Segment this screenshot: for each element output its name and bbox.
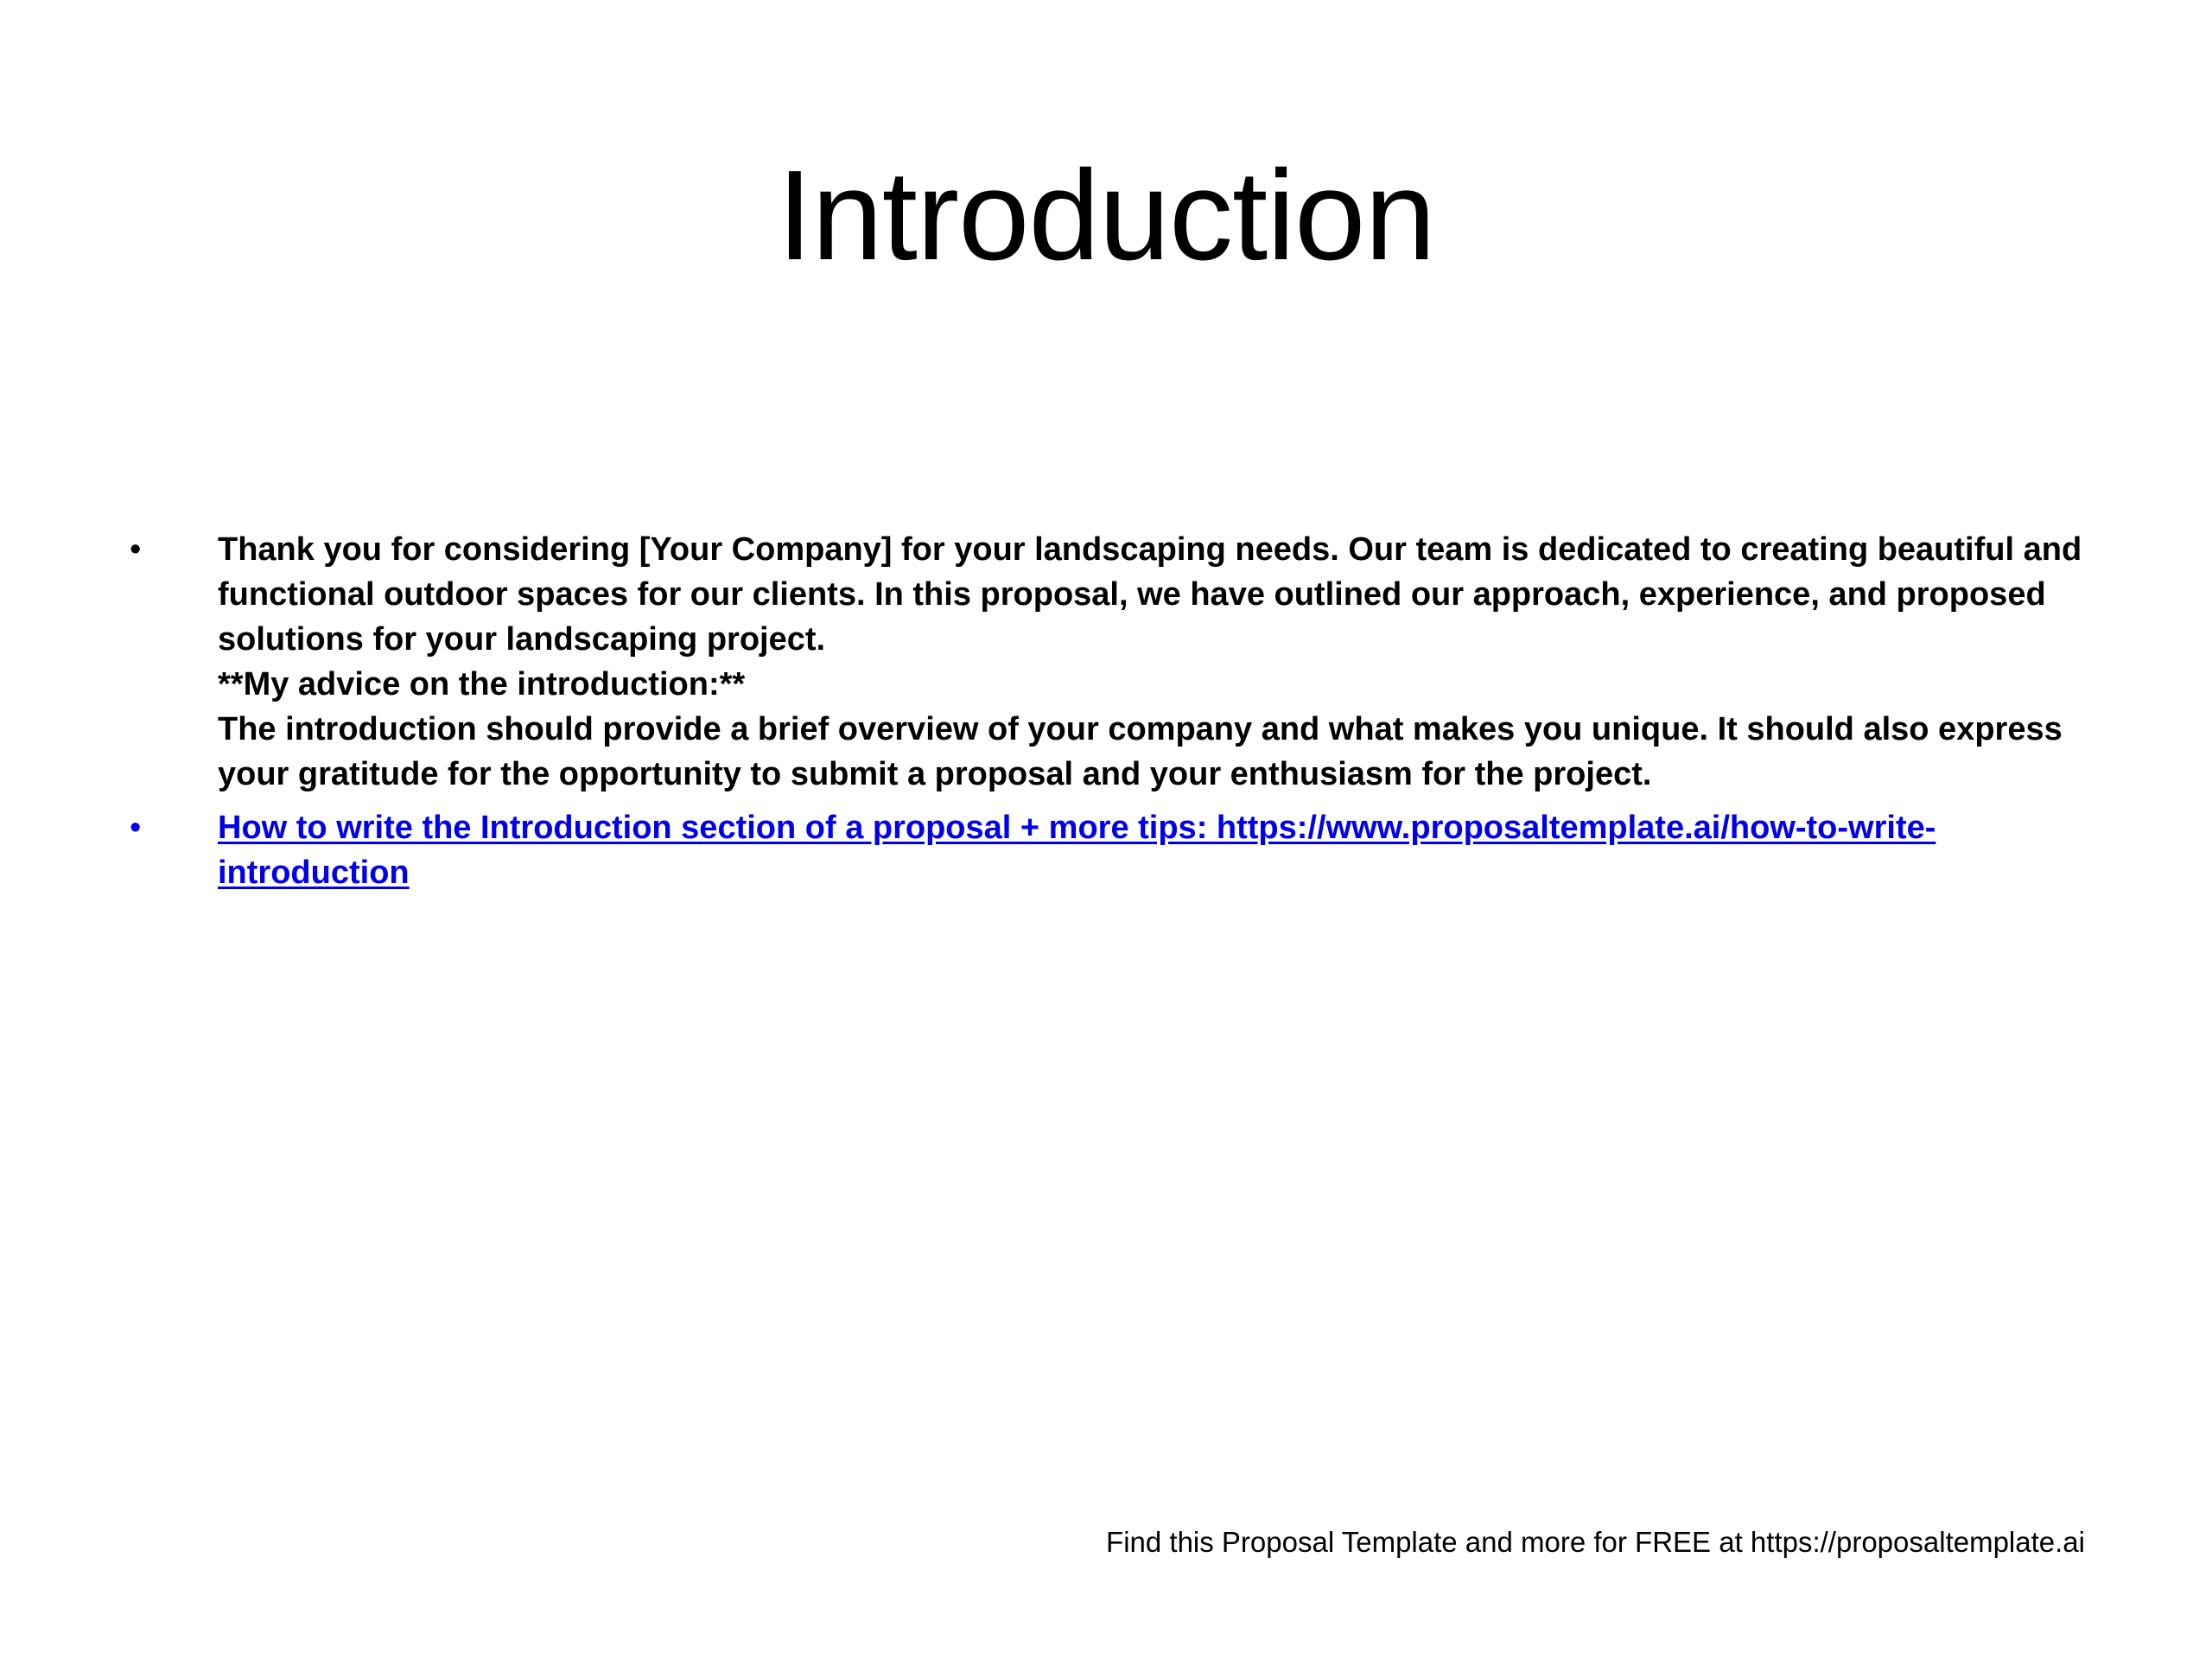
intro-paragraph: Thank you for considering [Your Company] for your landscaping needs. Our team is dedicated to creating beautiful and functional outdoor spaces for our clients. In this proposal, we have outlined our approach, experience, and proposed solutions for your landscaping project. bbox=[218, 531, 2082, 658]
advice-heading: **My advice on the introduction:** bbox=[218, 666, 746, 702]
footer-note: Find this Proposal Template and more for FREE at https://proposaltemplate.ai bbox=[1106, 1526, 2085, 1558]
link-bullet bbox=[130, 805, 2082, 895]
bullet-icon: • bbox=[130, 810, 142, 846]
how-to-write-link[interactable]: How to write the Introduction section of a proposal + more tips: https://www.proposaltemplate.ai/how-to-write-introduction bbox=[218, 810, 1936, 891]
advice-paragraph: The introduction should provide a brief overview of your company and what makes you unique. It should also express your gratitude for the opportunity to submit a proposal and your enthusiasm for the project. bbox=[218, 711, 2063, 792]
bullet-list bbox=[130, 527, 2082, 904]
bullet-icon: • bbox=[130, 531, 142, 568]
intro-bullet bbox=[130, 527, 2082, 797]
slide-title: Introduction bbox=[777, 144, 1435, 287]
